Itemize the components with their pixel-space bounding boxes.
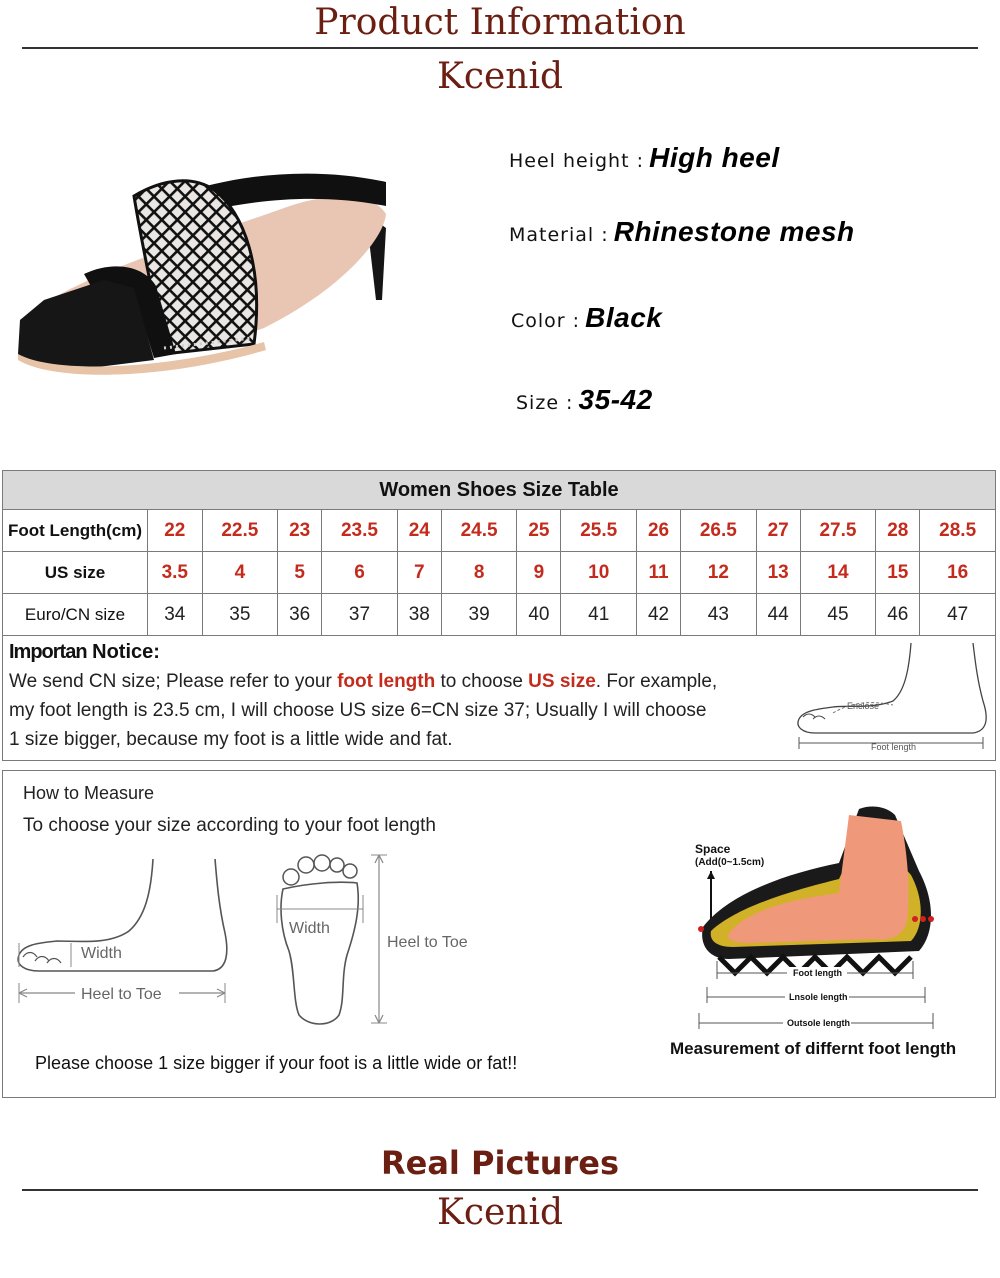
sole-outline-diagram [269,851,489,1031]
table-cell: 23 [278,510,322,552]
size-table-title: Women Shoes Size Table [3,471,996,510]
sole-width-label: Width [289,920,330,937]
table-cell: 9 [517,552,561,594]
shoe-cross-section-diagram [689,801,949,1051]
table-row-euro-cn-size [3,594,996,636]
table-cell: 43 [681,594,757,636]
table-cell: 22.5 [202,510,278,552]
table-cell: 40 [517,594,561,636]
side-foot-heel-to-toe-label: Heel to Toe [81,986,162,1003]
sole-heel-to-toe-label: Heel to Toe [387,934,468,951]
space-label: Space [695,842,731,856]
spec-material [509,216,855,248]
table-cell: 26.5 [681,510,757,552]
size-advice: Please choose 1 size bigger if your foot is a little wide or fat!! [35,1053,518,1073]
table-cell: 41 [561,594,637,636]
foot-length-line-label: Foot length [793,968,842,978]
table-cell: 44 [756,594,800,636]
table-cell: 3.5 [148,552,203,594]
diagram-enclose-label: Enclose [847,701,880,711]
row-header: Euro/CN size [3,594,148,636]
table-cell: 36 [278,594,322,636]
table-cell: 28 [876,510,920,552]
table-cell: 42 [637,594,681,636]
table-cell: 14 [800,552,876,594]
real-pictures-title: Real Pictures [380,1144,620,1182]
notice-title [9,641,160,664]
notice-line-1 [9,671,717,693]
spec-value: High heel [649,142,780,173]
spec-value: 35-42 [578,384,653,415]
table-cell: 4 [202,552,278,594]
table-cell: 38 [397,594,441,636]
table-cell: 26 [637,510,681,552]
table-cell: 27 [756,510,800,552]
table-cell: 22 [148,510,203,552]
spec-color [511,302,662,334]
table-cell: 28.5 [920,510,996,552]
spec-label: Size : [516,392,574,414]
table-cell: 46 [876,594,920,636]
table-cell: 47 [920,594,996,636]
notice-highlight-us-size: US size [528,671,596,692]
table-cell: 24.5 [441,510,517,552]
notice-text: We send CN size; Please refer to your [9,671,338,692]
table-cell: 25 [517,510,561,552]
product-image [14,148,464,386]
table-row-foot-length [3,510,996,552]
side-foot-width-label: Width [81,945,122,962]
spec-heel-height [509,142,780,174]
outsole-length-line-label: Outsole length [787,1018,850,1028]
table-cell: 35 [202,594,278,636]
row-header: Foot Length(cm) [3,510,148,552]
table-cell: 27.5 [800,510,876,552]
real-pictures-brand: Kcenid [436,1192,564,1233]
table-cell: 11 [637,552,681,594]
table-cell: 24 [397,510,441,552]
spec-label: Heel height : [509,150,644,172]
table-cell: 7 [397,552,441,594]
table-cell: 37 [322,594,398,636]
spec-value: Rhinestone mesh [613,216,855,247]
important-notice [2,633,996,761]
insole-length-line-label: Lnsole length [789,992,848,1002]
spec-label: Color : [511,310,581,332]
table-cell: 10 [561,552,637,594]
table-cell: 8 [441,552,517,594]
table-cell: 15 [876,552,920,594]
size-table [2,470,996,636]
notice-text: to choose [435,671,529,692]
side-foot-diagram [13,853,238,1013]
diagram-foot-length-label: Foot length [871,742,917,752]
table-cell: 6 [322,552,398,594]
table-cell: 16 [920,552,996,594]
table-cell: 25.5 [561,510,637,552]
notice-line-2: my foot length is 23.5 cm, I will choose US size 6=CN size 37; Usually I will choose [9,700,707,721]
table-cell: 23.5 [322,510,398,552]
measure-subheading: To choose your size according to your foot length [23,815,436,836]
notice-title-a: Importan [9,641,87,663]
title-divider [22,47,978,49]
row-header: US size [3,552,148,594]
space-sub-label: (Add(0~1.5cm) [695,857,765,868]
how-to-measure-panel [2,770,996,1098]
page-title: Product Information [314,2,686,43]
spec-label: Material : [509,224,609,246]
brand-name: Kcenid [436,56,564,97]
notice-line-3: 1 size bigger, because my foot is a little wide and fat. [9,729,453,750]
spec-size [516,384,653,416]
table-cell: 13 [756,552,800,594]
notice-title-b: Notice: [86,641,160,663]
foot-outline-diagram [793,639,993,755]
real-pictures-divider [22,1189,978,1191]
table-cell: 45 [800,594,876,636]
notice-text: . For example, [595,671,718,692]
table-cell: 39 [441,594,517,636]
table-cell: 5 [278,552,322,594]
table-cell: 34 [148,594,203,636]
measurement-caption: Measurement of differnt foot length [670,1039,957,1058]
spec-value: Black [585,302,663,333]
notice-highlight-foot-length: foot length [337,671,436,692]
table-cell: 12 [681,552,757,594]
measure-heading: How to Measure [23,783,155,803]
table-row-us-size [3,552,996,594]
